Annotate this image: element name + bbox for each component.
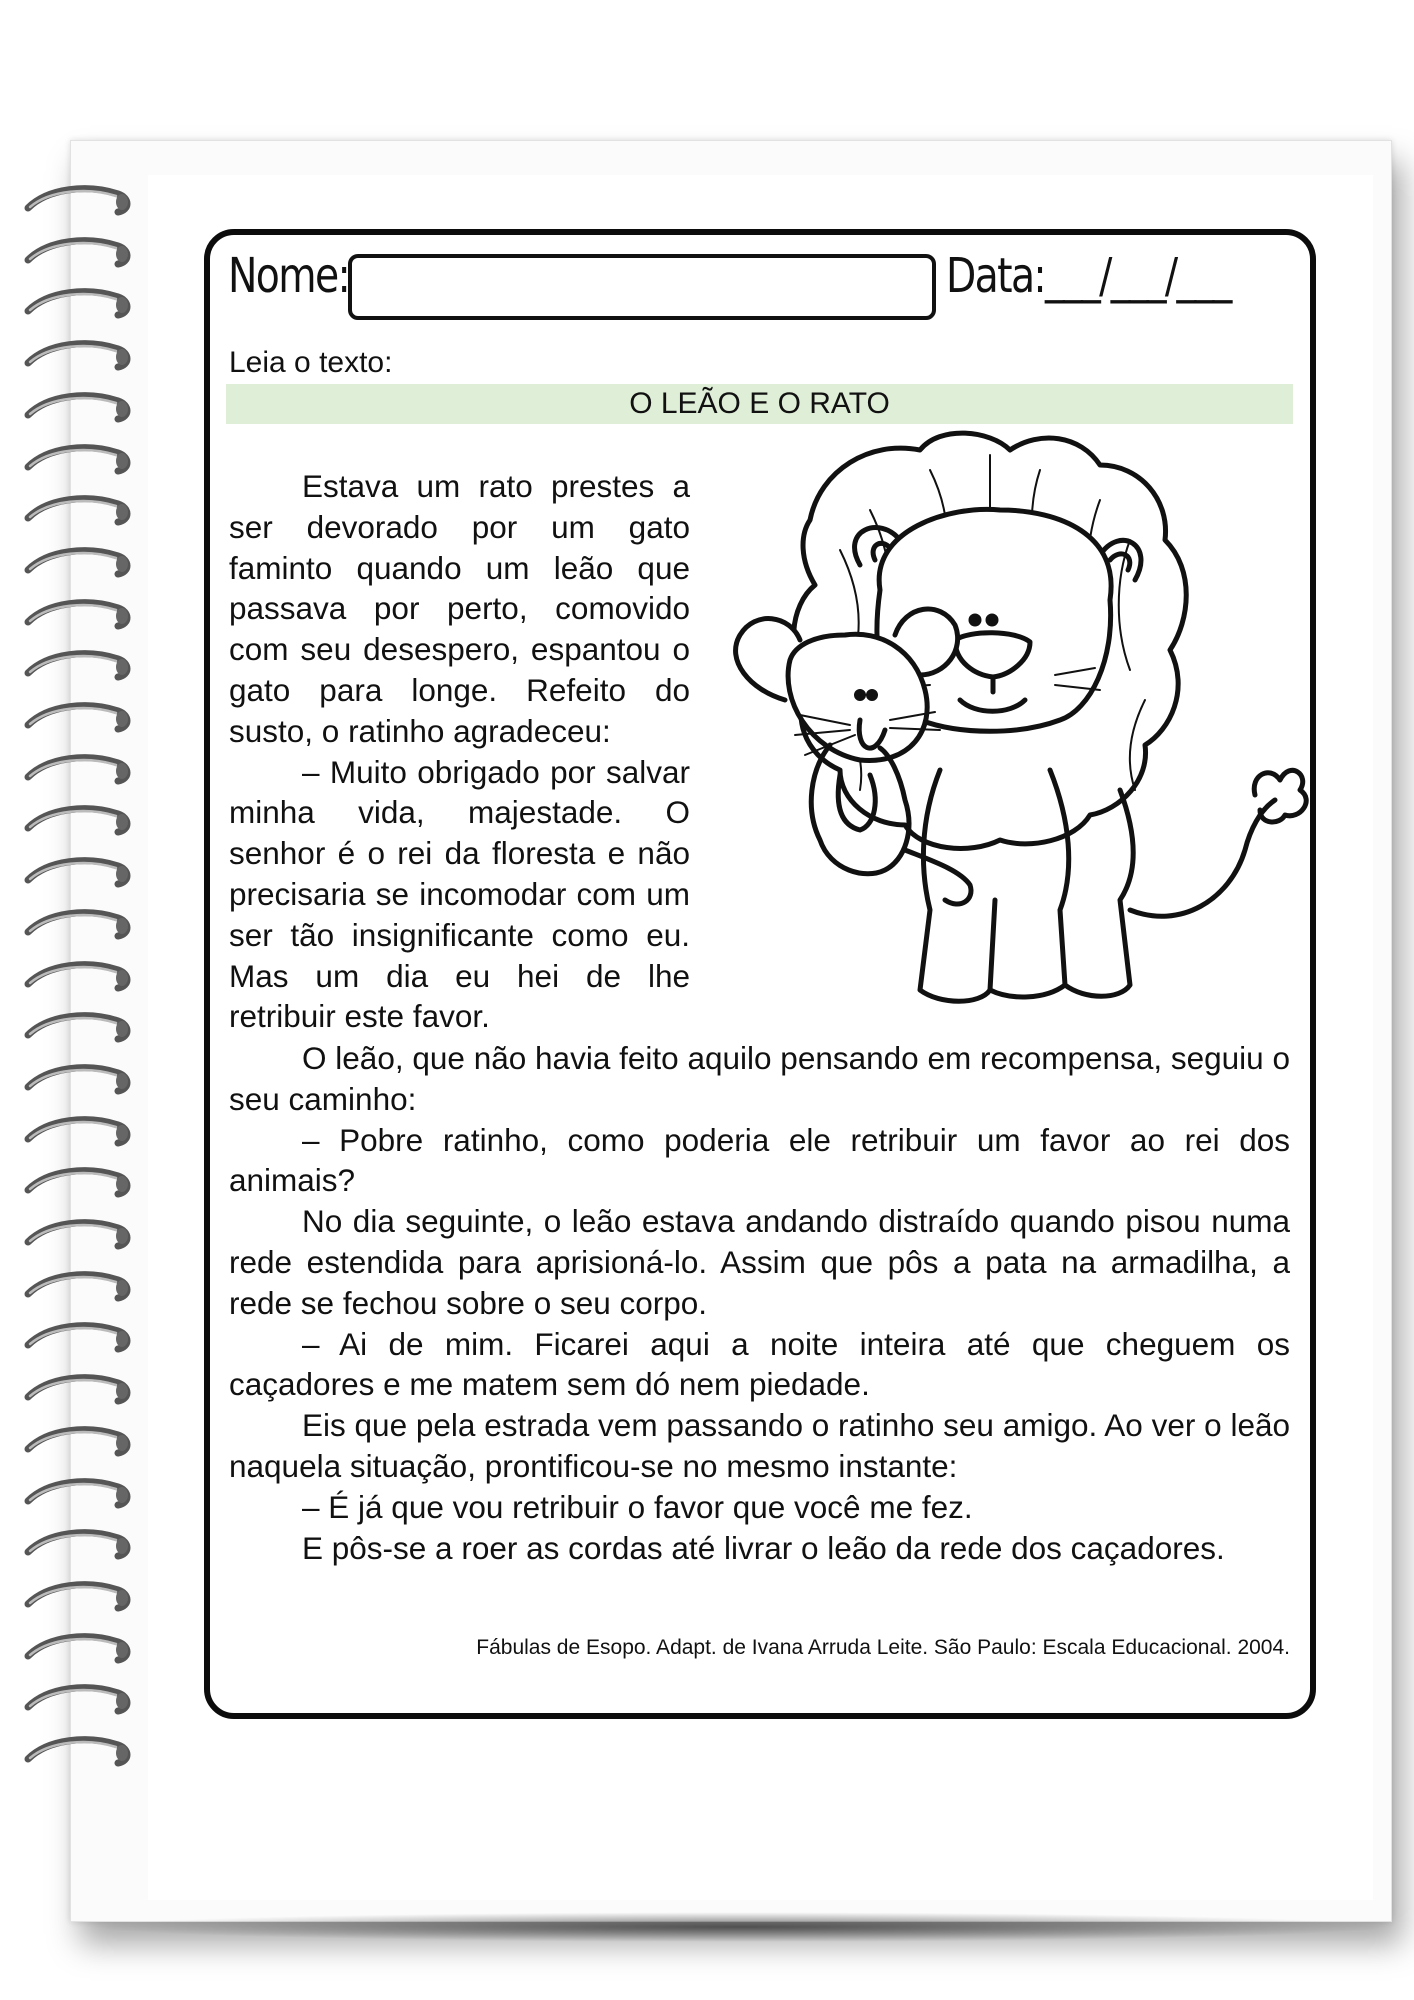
spiral-ring xyxy=(18,335,138,385)
instruction-text: Leia o texto: xyxy=(229,346,393,379)
spiral-binding xyxy=(18,180,138,1900)
story-paragraph: – Muito obrigado por salvar minha vida, majestade. O senhor é o rei da floresta e não precisaria se incomodar com um ser tão insignificante como eu. Mas um dia eu hei de lhe retribuir este favor. xyxy=(229,753,690,1035)
story-paragraph: – É já que vou retribuir o favor que você me fez. xyxy=(302,1488,973,1525)
story-left-column xyxy=(229,466,690,1037)
spiral-ring xyxy=(18,1679,138,1729)
story-paragraph: Eis que pela estrada vem passando o ratinho seu amigo. Ao ver o leão naquela situação, prontificou-se no mesmo instante: xyxy=(229,1407,1290,1484)
spiral-ring xyxy=(18,1059,138,1109)
story-paragraph: – Pobre ratinho, como poderia ele retribuir um favor ao rei dos animais? xyxy=(229,1121,1290,1199)
story-paragraph: O leão, que não havia feito aquilo pensando em recompensa, seguiu o seu caminho: xyxy=(229,1040,1290,1117)
spiral-ring xyxy=(18,1317,138,1367)
story-title: O LEÃO E O RATO xyxy=(226,384,1293,424)
spiral-ring xyxy=(18,542,138,592)
spiral-ring xyxy=(18,232,138,282)
spiral-ring xyxy=(18,852,138,902)
spiral-ring xyxy=(18,697,138,747)
spiral-ring xyxy=(18,1473,138,1523)
spiral-ring xyxy=(18,1162,138,1212)
story-full-width xyxy=(229,1038,1290,1568)
spiral-ring xyxy=(18,1369,138,1419)
story-paragraph: Estava um rato prestes a ser devorado por um gato faminto quando um leão que passava por perto, comovido com seu desespero, espantou o gato para longe. Refeito do susto, o ratinho agradeceu: xyxy=(229,468,690,749)
spiral-ring xyxy=(18,645,138,695)
spiral-ring xyxy=(18,1266,138,1316)
spiral-ring xyxy=(18,1421,138,1471)
spiral-ring xyxy=(18,904,138,954)
spiral-ring xyxy=(18,800,138,850)
spiral-ring xyxy=(18,1576,138,1626)
spiral-ring xyxy=(18,1731,138,1781)
spiral-ring xyxy=(18,1007,138,1057)
spiral-ring xyxy=(18,1111,138,1161)
spiral-ring xyxy=(18,956,138,1006)
source-citation: Fábulas de Esopo. Adapt. de Ivana Arruda Leite. São Paulo: Escala Educacional. 2004. xyxy=(476,1636,1290,1659)
spiral-ring xyxy=(18,749,138,799)
spiral-ring xyxy=(18,1628,138,1678)
lion-mouse-illustration xyxy=(690,430,1310,1010)
name-field[interactable] xyxy=(348,254,936,320)
spiral-ring xyxy=(18,1524,138,1574)
date-label: Data:___/___/___ xyxy=(946,248,1231,304)
story-paragraph: E pôs-se a roer as cordas até livrar o leão da rede dos caçadores. xyxy=(302,1529,1225,1566)
spiral-ring xyxy=(18,180,138,230)
story-paragraph: – Ai de mim. Ficarei aqui a noite inteira até que cheguem os caçadores e me matem sem dó nem piedade. xyxy=(229,1325,1290,1403)
spiral-ring xyxy=(18,387,138,437)
spiral-ring xyxy=(18,439,138,489)
story-paragraph: No dia seguinte, o leão estava andando distraído quando pisou numa rede estendida para aprisioná-lo. Assim que pôs a pata na armadilha, a rede se fechou sobre o seu corpo. xyxy=(229,1203,1290,1321)
page-shadow xyxy=(90,1912,1390,1942)
spiral-ring xyxy=(18,490,138,540)
spiral-ring xyxy=(18,594,138,644)
name-label: Nome: xyxy=(228,248,350,304)
spiral-ring xyxy=(18,283,138,333)
spiral-ring xyxy=(18,1214,138,1264)
